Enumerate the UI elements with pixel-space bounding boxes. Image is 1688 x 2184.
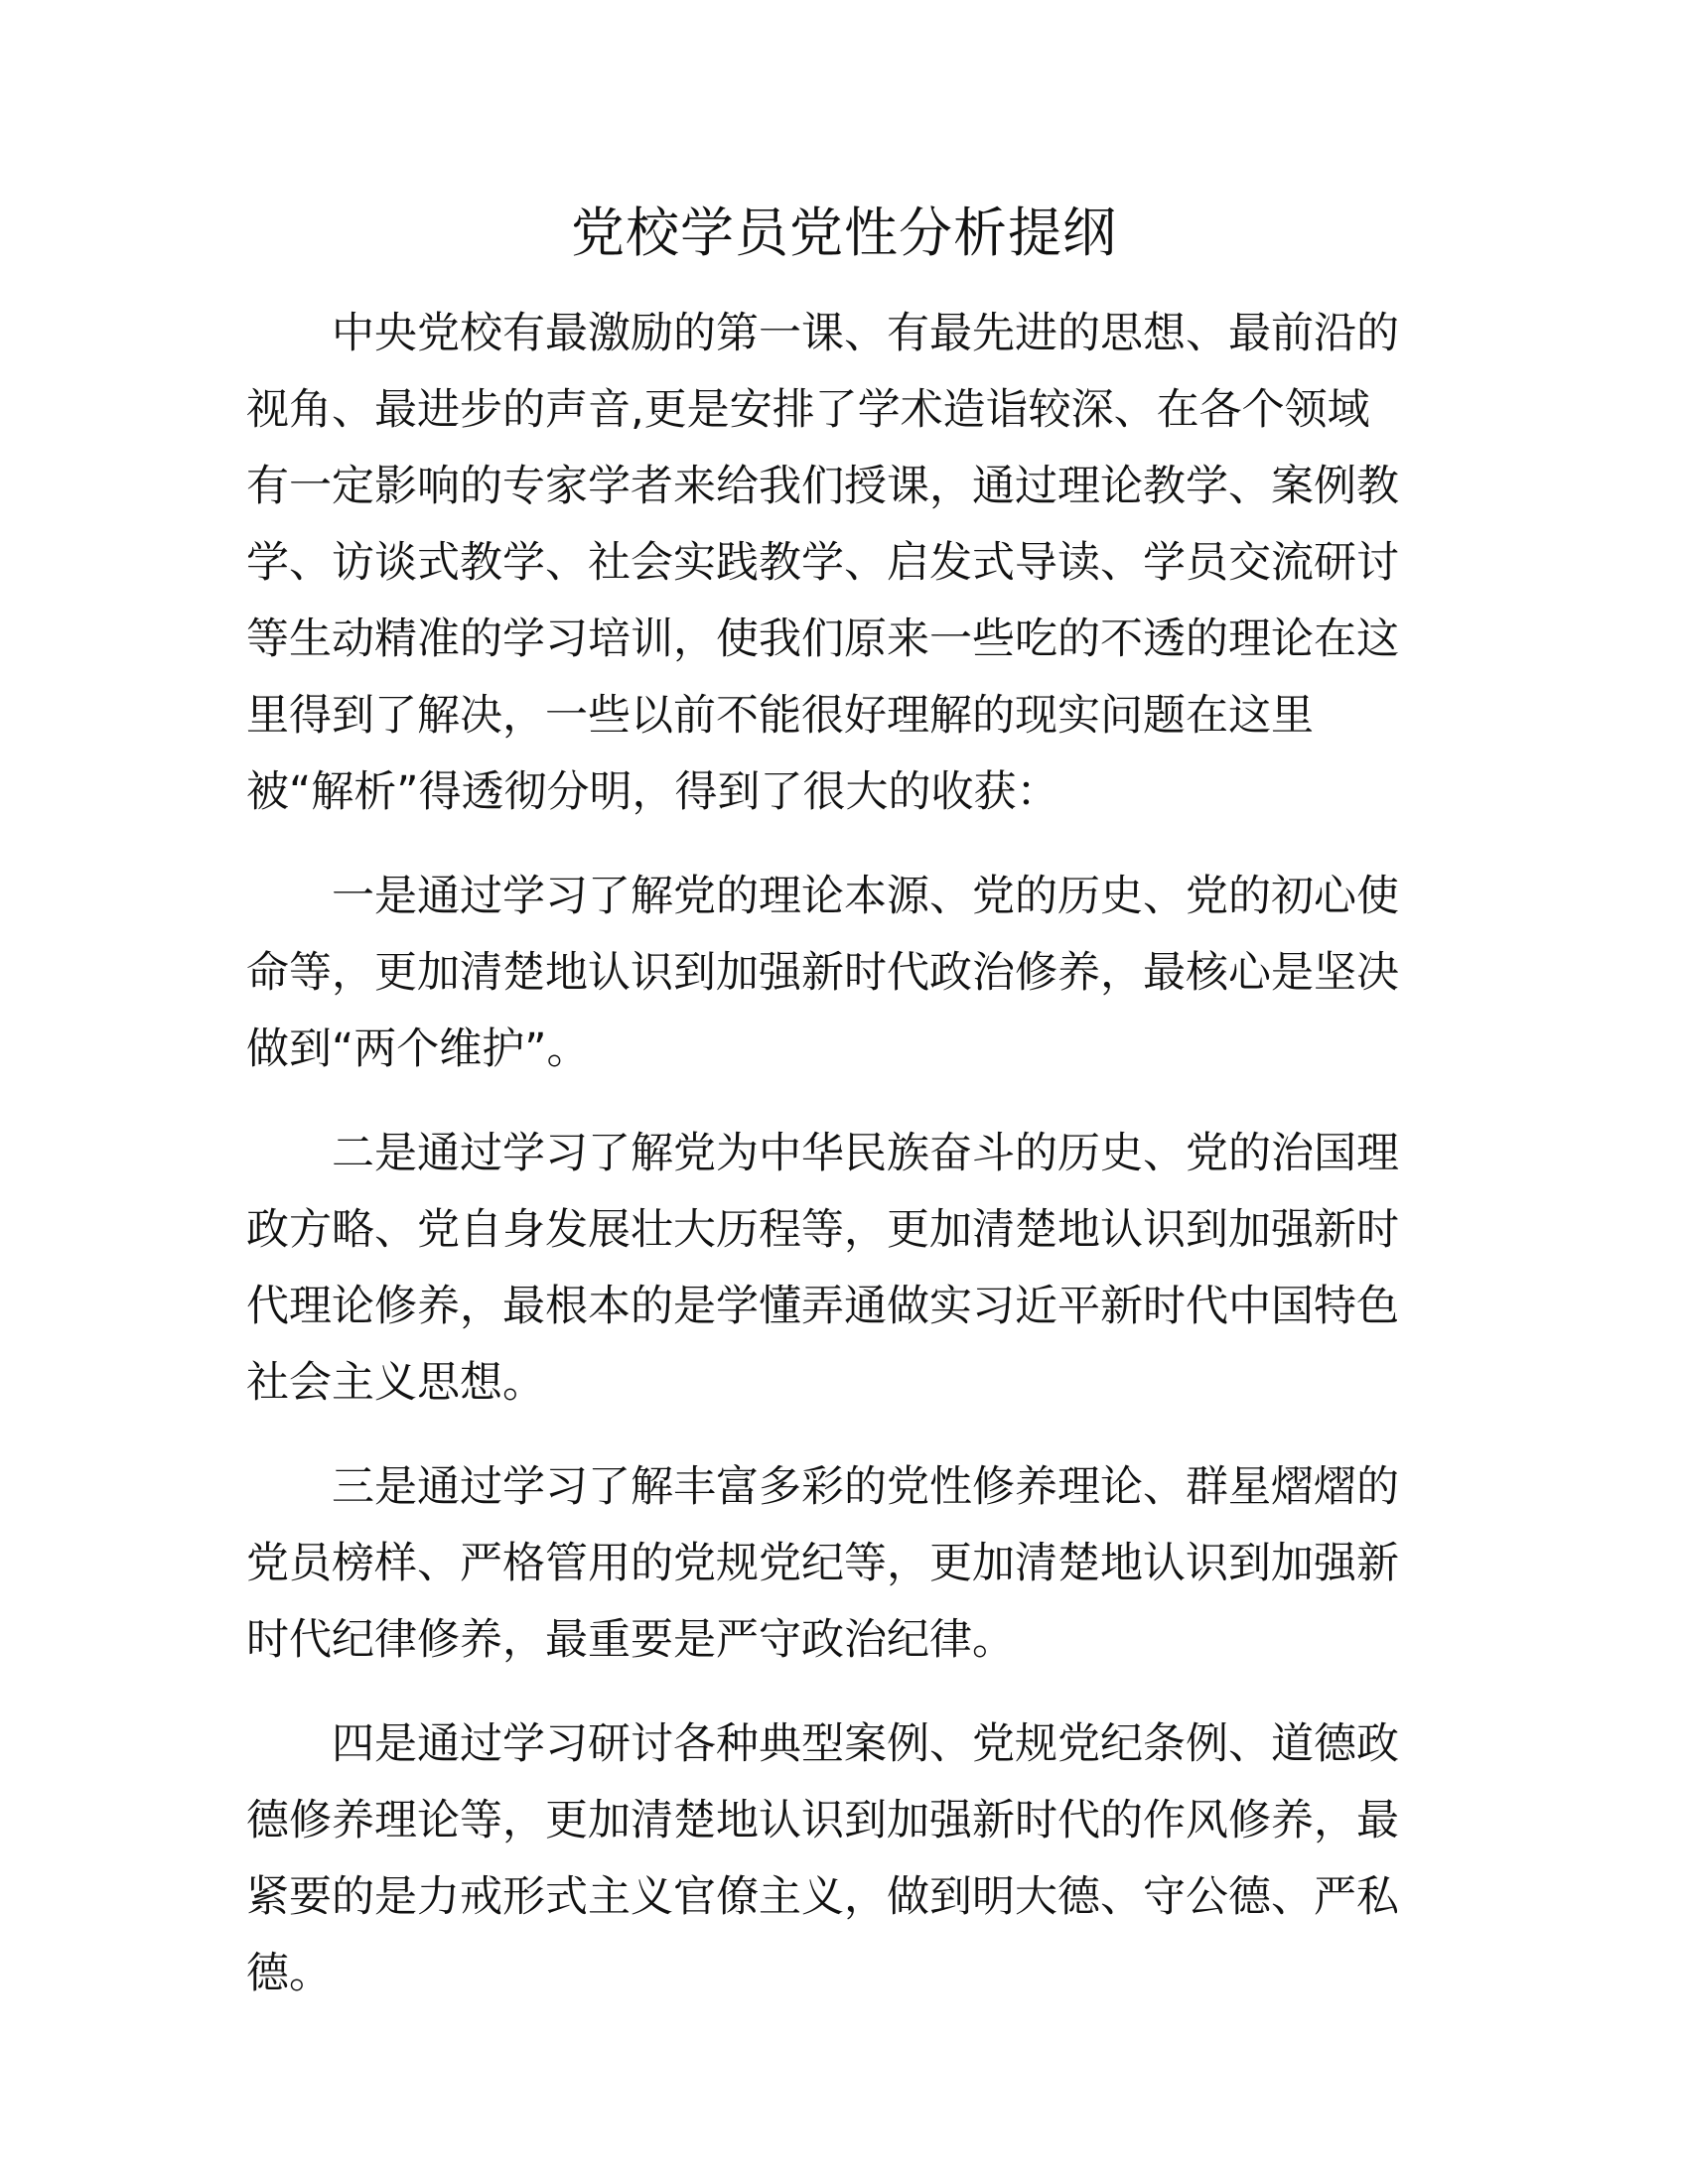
text-line: 德修养理论等，更加清楚地认识到加强新时代的作风修养，最 bbox=[246, 1796, 1399, 1845]
paragraph-three bbox=[246, 1449, 1438, 1679]
text-line: 命等，更加清楚地认识到加强新时代政治修养，最核心是坚决 bbox=[246, 948, 1399, 998]
text-line: 社会主义思想。 bbox=[246, 1358, 545, 1408]
paragraph-two bbox=[246, 1116, 1438, 1422]
text-line: 代理论修养，最根本的是学懂弄通做实习近平新时代中国特色 bbox=[246, 1282, 1399, 1331]
paragraph-one bbox=[246, 859, 1438, 1088]
paragraph-four bbox=[246, 1706, 1438, 2012]
paragraph-intro bbox=[246, 296, 1438, 831]
page-title: 党校学员党性分析提纲 bbox=[571, 202, 1117, 264]
text-line: 中央党校有最激励的第一课、有最先进的思想、最前沿的 bbox=[332, 309, 1399, 358]
text-line: 二是通过学习了解党为中华民族奋斗的历史、党的治国理 bbox=[332, 1129, 1399, 1178]
text-line: 德。 bbox=[246, 1949, 332, 1998]
text-line: 被“解析”得透彻分明，得到了很大的收获： bbox=[246, 767, 1059, 817]
document-body bbox=[246, 296, 1438, 2040]
text-line: 四是通过学习研讨各种典型案例、党规党纪条例、道德政 bbox=[332, 1719, 1399, 1769]
text-line: 紧要的是力戒形式主义官僚主义，做到明大德、守公德、严私 bbox=[246, 1872, 1399, 1922]
text-line: 党员榜样、严格管用的党规党纪等，更加清楚地认识到加强新 bbox=[246, 1539, 1399, 1588]
text-line: 视角、最进步的声音,更是安排了学术造诣较深、在各个领域 bbox=[246, 385, 1370, 435]
text-line: 政方略、党自身发展壮大历程等，更加清楚地认识到加强新时 bbox=[246, 1205, 1399, 1255]
text-line: 时代纪律修养，最重要是严守政治纪律。 bbox=[246, 1615, 1015, 1665]
text-line: 有一定影响的专家学者来给我们授课，通过理论教学、案例教 bbox=[246, 462, 1399, 511]
text-line: 学、访谈式教学、社会实践教学、启发式导读、学员交流研讨 bbox=[246, 538, 1399, 588]
text-line: 一是通过学习了解党的理论本源、党的历史、党的初心使 bbox=[332, 872, 1399, 921]
text-line: 里得到了解决，一些以前不能很好理解的现实问题在这里 bbox=[246, 691, 1314, 741]
text-line: 等生动精准的学习培训，使我们原来一些吃的不透的理论在这 bbox=[246, 614, 1399, 664]
text-line: 做到“两个维护”。 bbox=[246, 1024, 590, 1074]
text-line: 三是通过学习了解丰富多彩的党性修养理论、群星熠熠的 bbox=[332, 1462, 1399, 1512]
